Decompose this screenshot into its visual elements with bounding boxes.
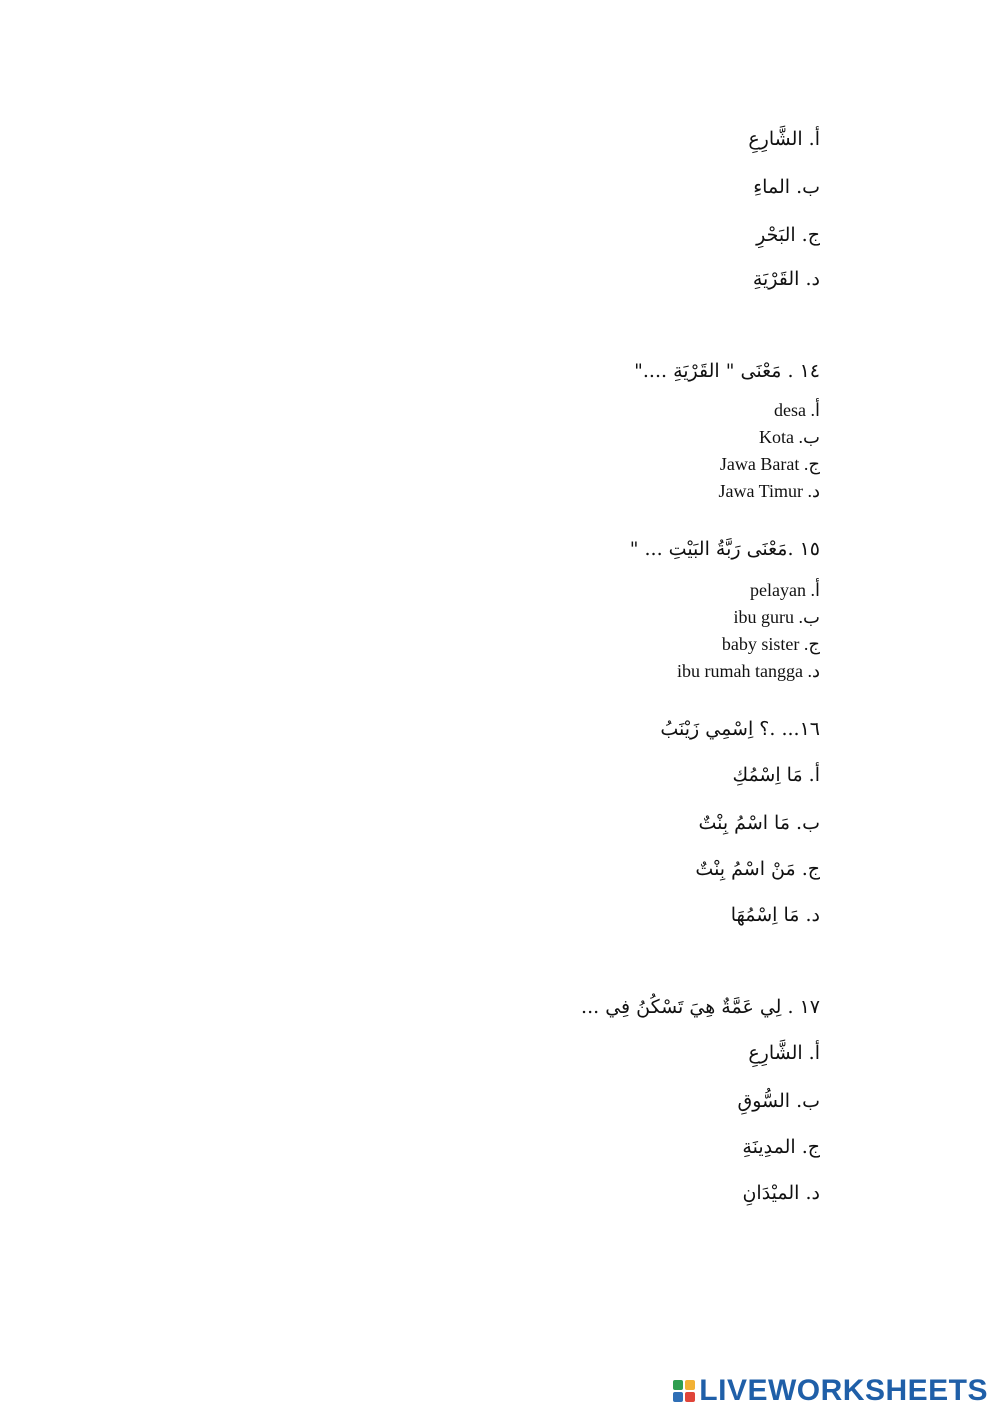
liveworksheets-brand[interactable] [673,1374,988,1408]
q16-question: ١٦... .؟ اِسْمِي زَيْنَبُ [660,718,820,740]
logo-square-1 [673,1380,683,1390]
q13-option-b: ب. الماءِ [753,176,820,198]
q14-option-a: أ. desa [774,400,820,420]
q15-question: ١٥ .مَعْنَى رَبَّةُ البَيْتِ ... " [629,538,820,560]
q14-option-d: د. Jawa Timur [718,481,820,501]
q13-option-a: أ. الشَّارِعِ [748,128,820,150]
q17-option-c: ج. المدِينَةِ [742,1136,820,1158]
logo-square-3 [673,1392,683,1402]
q17-option-a: أ. الشَّارِعِ [748,1042,820,1064]
q13-option-c: ج. البَحْرِ [756,224,820,246]
q17-question: ١٧ . لِي عَمَّةٌ هِيَ تَسْكُنُ فِي ... [581,996,820,1018]
q17-option-b: ب. السُّوقِ [737,1090,820,1112]
q16-option-c: ج. مَنْ اسْمُ بِنْتٌ [695,858,820,880]
q16-option-b: ب. مَا اسْمُ بِنْتٌ [698,812,820,834]
logo-square-2 [685,1380,695,1390]
q15-option-b: ب. ibu guru [733,607,820,627]
q14-option-c: ج. Jawa Barat [719,454,820,474]
q14-question: ١٤ . مَعْنَى " القَرْيَةِ ...." [634,360,820,382]
q16-option-a: أ. مَا اِسْمُكِ [732,764,820,786]
q13-option-d: د. القَرْيَةِ [752,268,820,290]
liveworksheets-wordmark: LIVEWORKSHEETS [699,1374,988,1407]
q16-option-d: د. مَا اِسْمُهَا [730,904,820,926]
q15-option-a: أ. pelayan [750,580,820,600]
logo-square-4 [685,1392,695,1402]
q15-option-d: د. ibu rumah tangga [677,661,820,681]
q14-option-b: ب. Kota [759,427,820,447]
liveworksheets-logo-icon [673,1380,695,1402]
q15-option-c: ج. baby sister [721,634,820,654]
q17-option-d: د. الميْدَانِ [742,1182,820,1204]
